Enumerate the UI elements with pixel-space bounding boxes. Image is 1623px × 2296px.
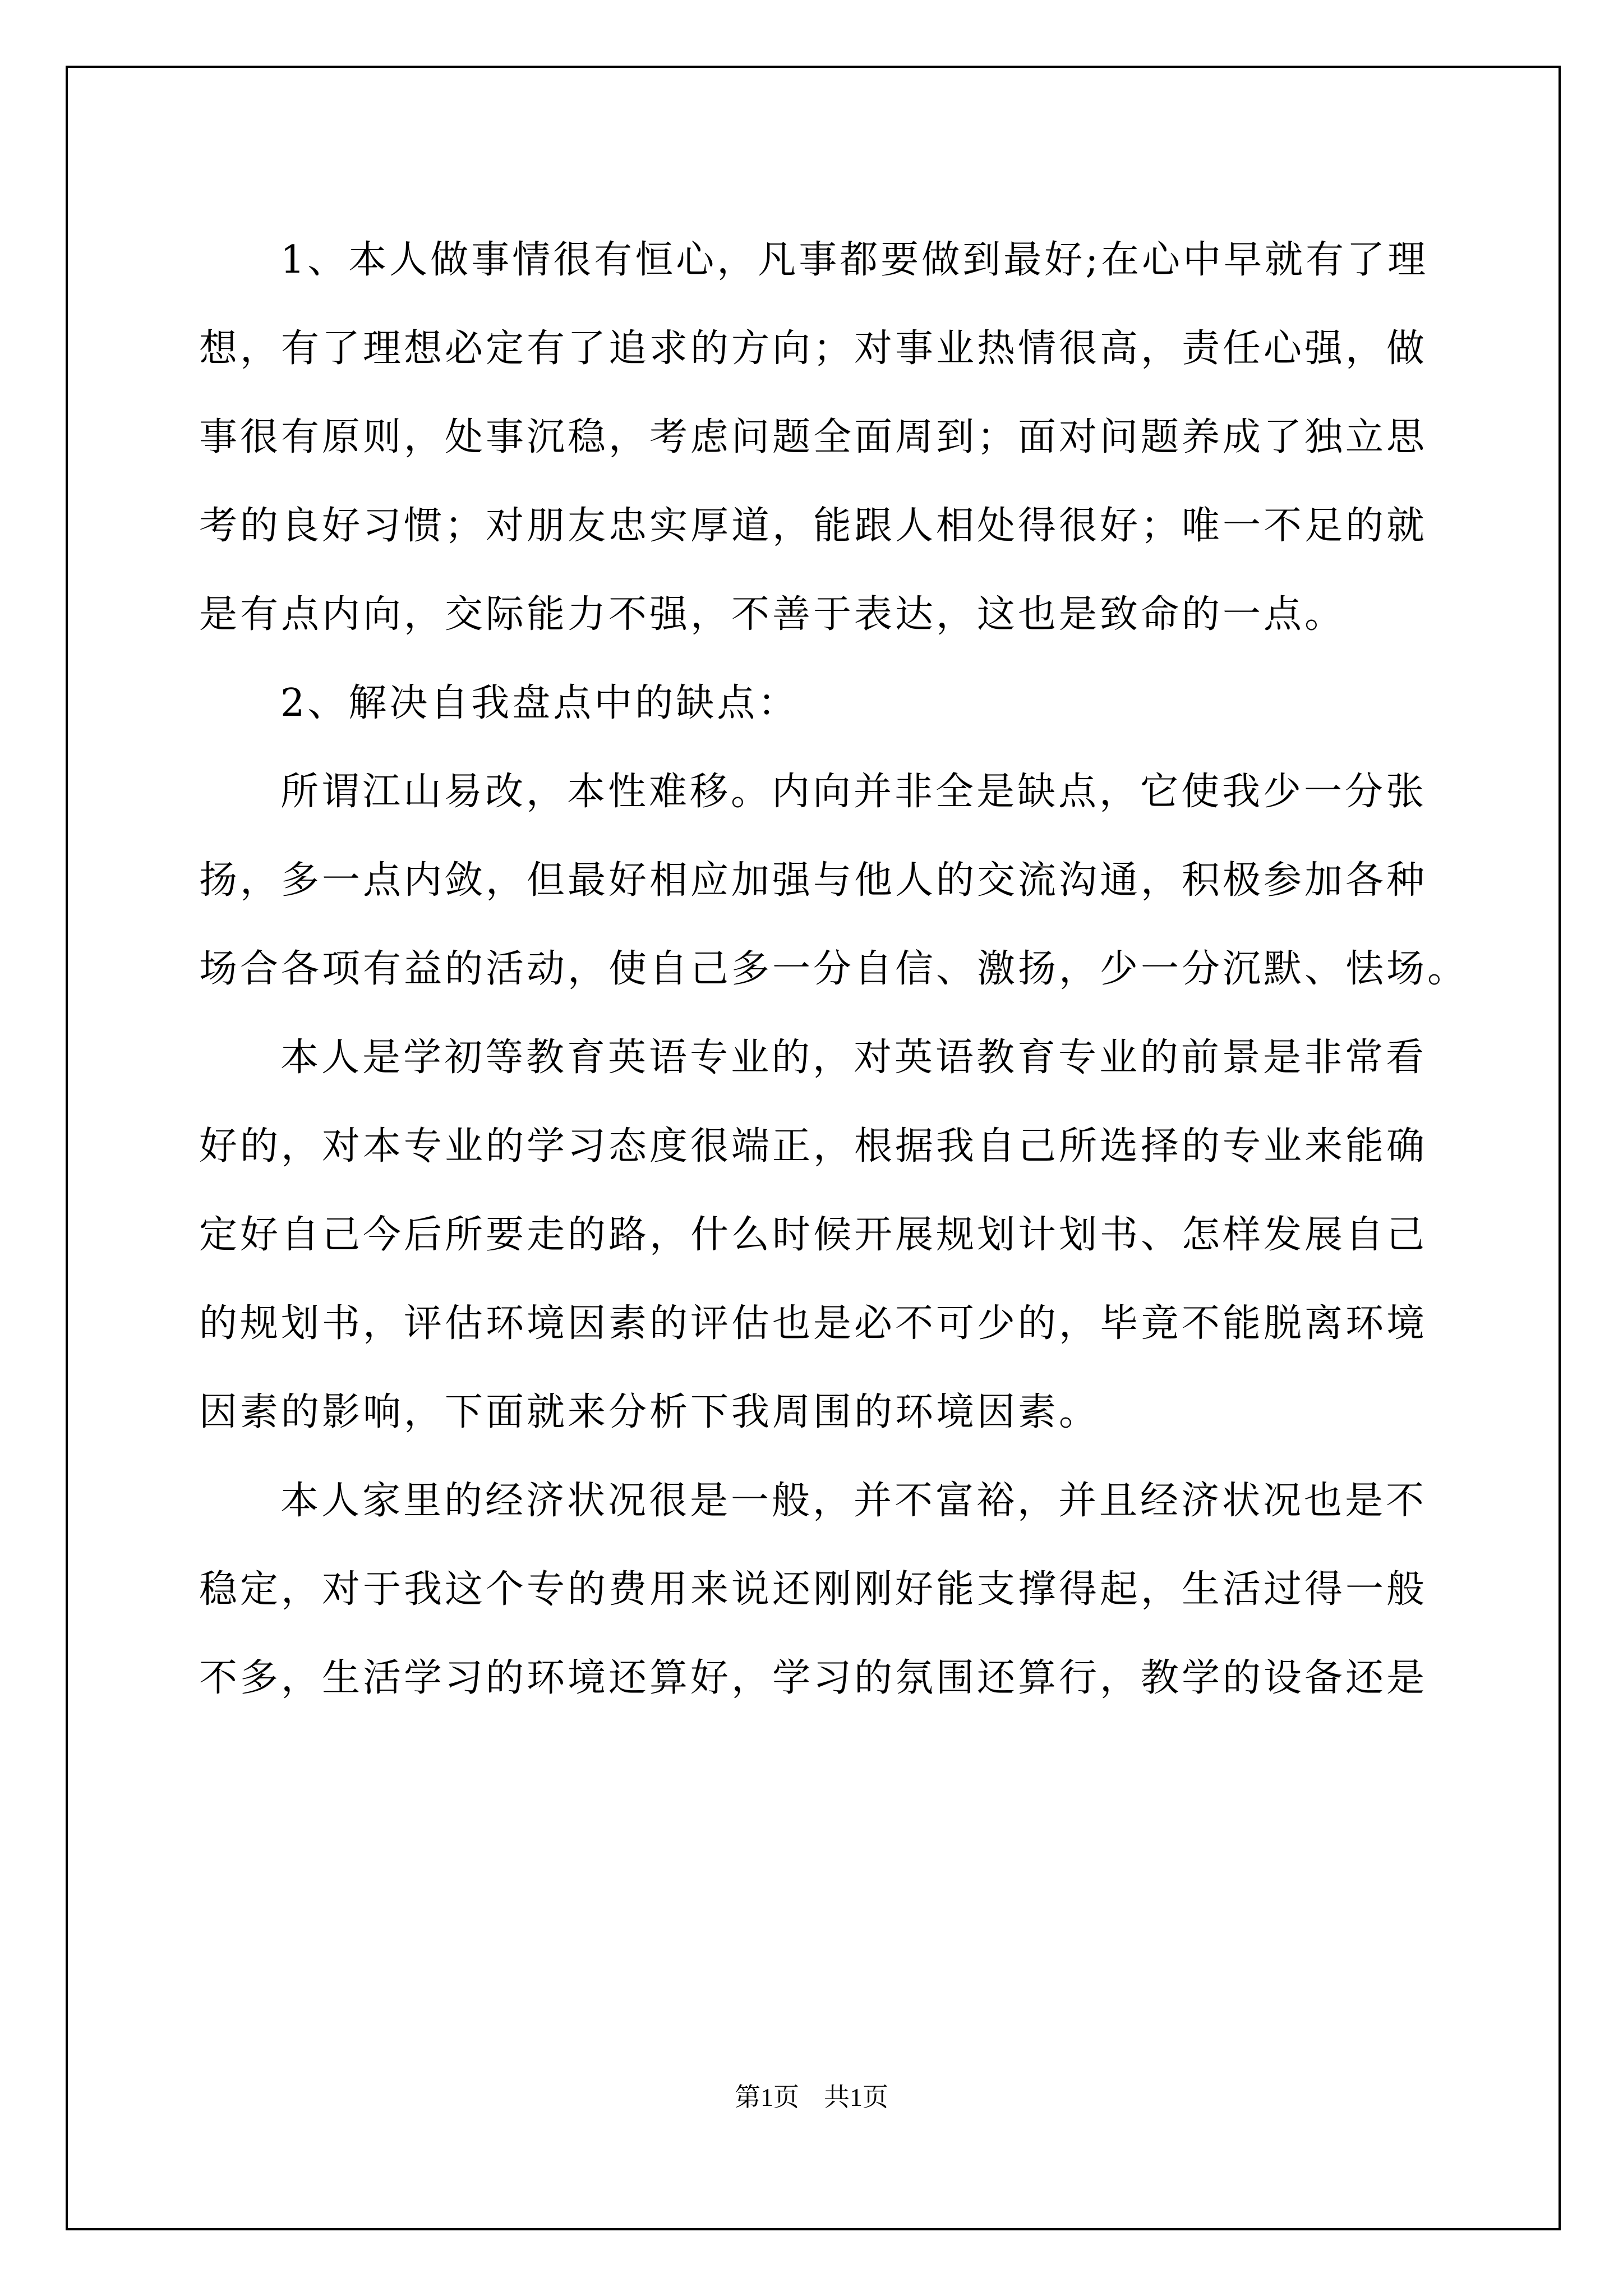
paragraph-5 [199,1457,1433,1723]
document-body [199,216,1469,1723]
text-line: 定好自己今后所要走的路，什么时候开展规划计划书、怎样发展自己 [199,1213,1428,1257]
page-count: 共1页 [824,2083,888,2111]
paragraph-2 [199,659,1433,748]
text-line: 考的良好习惯；对朋友忠实厚道，能跟人相处得很好；唯一不足的就 [199,504,1428,548]
text-line: 本人是学初等教育英语专业的，对英语教育专业的前景是非常看 [280,1036,1427,1080]
text-line: 扬，多一点内敛，但最好相应加强与他人的交流沟通，积极参加各种 [199,858,1428,903]
text-line: 稳定，对于我这个专的费用来说还刚刚好能支撑得起，生活过得一般 [199,1567,1428,1612]
paragraph-1 [199,216,1433,659]
text-line: 好的，对本专业的学习态度很端正，根据我自己所选择的专业来能确 [199,1124,1428,1168]
text-line: 不多，生活学习的环境还算好，学习的氛围还算行，教学的设备还是 [199,1656,1428,1700]
text-line: 的规划书，评估环境因素的评估也是必不可少的，毕竟不能脱离环境 [199,1301,1428,1346]
text-line: 2、解决自我盘点中的缺点： [280,681,799,725]
text-line: 本人家里的经济状况很是一般，并不富裕，并且经济状况也是不 [280,1479,1427,1523]
text-line: 1、本人做事情很有恒心，凡事都要做到最好;在心中早就有了理 [280,238,1429,282]
text-line: 因素的影响，下面就来分析下我周围的环境因素。 [199,1390,1100,1434]
paragraph-3 [199,748,1469,1014]
text-line: 是有点内向，交际能力不强，不善于表达，这也是致命的一点。 [199,592,1346,637]
text-line: 所谓江山易改，本性难移。内向并非全是缺点，它使我少一分张 [280,770,1427,814]
text-line: 事很有原则，处事沉稳，考虑问题全面周到；面对问题养成了独立思 [199,415,1428,459]
text-line: 场合各项有益的活动，使自己多一分自信、激扬，少一分沉默、怯场。 [199,947,1469,991]
text-line: 想，有了理想必定有了追求的方向；对事业热情很高，责任心强，做 [199,326,1428,371]
paragraph-4 [199,1014,1433,1457]
page-footer [0,2077,1623,2114]
page-number: 第1页 [735,2083,799,2111]
